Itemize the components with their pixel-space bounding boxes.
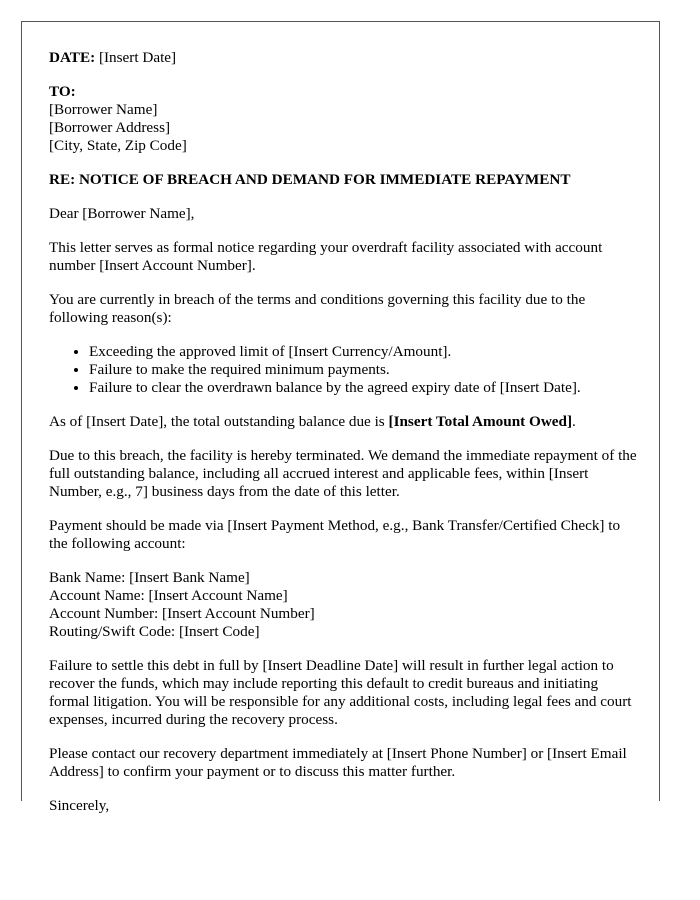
- date-line: [49, 49, 639, 67]
- letter-body: [49, 49, 639, 831]
- recipient-name: [Borrower Name]: [49, 101, 158, 118]
- paragraph-payment: Payment should be made via [Insert Payment Method, e.g., Bank Transfer/Certified Check] to the following account:: [49, 517, 621, 552]
- routing-code: Routing/Swift Code: [Insert Code]: [49, 623, 260, 640]
- bank-name: Bank Name: [Insert Bank Name]: [49, 569, 250, 586]
- paragraph-demand: Due to this breach, the facility is hereby terminated. We demand the immediate repayment of the full outstanding balance, including all accrued interest and applicable fees, within [Insert Number, e.g., 7] business days from the date of this letter.: [49, 447, 637, 500]
- closing: Sincerely,: [49, 797, 110, 814]
- date-value: [Insert Date]: [98, 49, 177, 66]
- to-label: TO:: [49, 83, 76, 100]
- paragraph-notice: This letter serves as formal notice regarding your overdraft facility associated with account number [Insert Account Number].: [49, 239, 603, 274]
- salutation: Dear [Borrower Name],: [49, 205, 195, 222]
- recipient-city: [City, State, Zip Code]: [49, 137, 187, 154]
- balance-prefix: As of [Insert Date], the total outstanding balance due is: [49, 413, 389, 430]
- recipient-block: [49, 83, 639, 155]
- date-label: DATE:: [49, 49, 96, 66]
- list-item: • Failure to clear the overdrawn balance by the agreed expiry date of [Insert Date].: [89, 379, 639, 397]
- balance-amount: [Insert Total Amount Owed]: [388, 413, 573, 430]
- paragraph-legal: Failure to settle this debt in full by [Insert Deadline Date] will result in further legal action to recover the funds, which may include reporting this default to credit bureaus and initiating formal litigation. You will be responsible for any additional costs, including legal fees and court expenses, incurred during the recovery process.: [49, 657, 632, 728]
- account-name: Account Name: [Insert Account Name]: [49, 587, 288, 604]
- paragraph-breach: You are currently in breach of the terms and conditions governing this facility due to the following reason(s):: [49, 291, 586, 326]
- letter-page: [21, 21, 660, 814]
- list-item: • Exceeding the approved limit of [Insert Currency/Amount].: [89, 343, 639, 361]
- list-item: • Failure to make the required minimum payments.: [89, 361, 639, 379]
- account-number: Account Number: [Insert Account Number]: [49, 605, 315, 622]
- subject-line: RE: NOTICE OF BREACH AND DEMAND FOR IMMEDIATE REPAYMENT: [49, 171, 571, 188]
- paragraph-contact: Please contact our recovery department immediately at [Insert Phone Number] or [Insert Email Address] to confirm your payment or to discuss this matter further.: [49, 745, 627, 780]
- paragraph-balance: [49, 413, 639, 431]
- balance-suffix: .: [572, 413, 576, 430]
- recipient-address: [Borrower Address]: [49, 119, 171, 136]
- breach-reasons-list: [49, 343, 639, 397]
- bank-details: [49, 569, 639, 641]
